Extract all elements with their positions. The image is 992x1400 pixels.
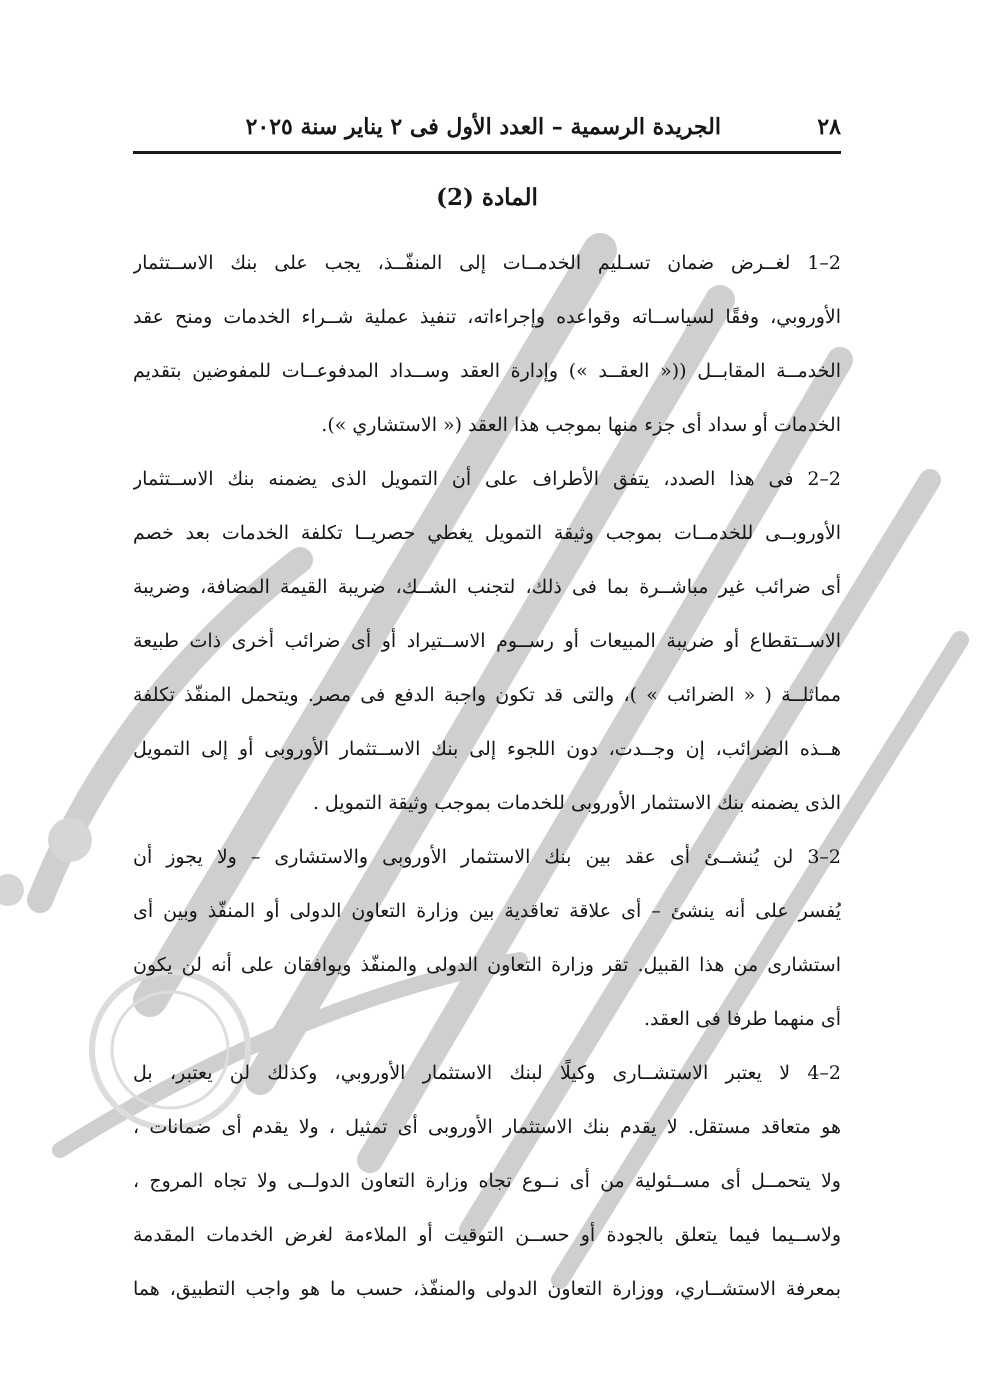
text-line: أى ضرائب غير مباشــرة بما فى ذلك، لتجنب الشــك، ضريبة القيمة المضافة، وضريبة [133,576,841,598]
text-line: الذى يضمنه بنك الاستثمار الأوروبى للخدمات بموجب وثيقة التمويل . [312,792,841,814]
text-line: 2–3 لن يُنشــئ أى عقد بين بنك الاستثمار الأوروبى والاستشارى – ولا يجوز أن [133,846,841,868]
text-line: يُفسر على أنه ينشئ – أى علاقة تعاقدية بين وزارة التعاون الدولى أو المنفّذ وبين أى [133,900,841,922]
text-line: 2–4 لا يعتبر الاستشــارى وكيلًا لبنك الاستثمار الأوروبي، وكذلك لن يعتبر، بل [133,1062,841,1084]
text-line: الخدمــة المقابــل ((« العقــد ») وإدارة العقد وســداد المدفوعــات للمفوضين بتقديم [133,360,841,382]
page-number: ٢٨ [817,114,841,140]
text-line: استشارى من هذا القبيل. تقر وزارة التعاون الدولى والمنفّذ ويوافقان على أنه لن يكون [133,954,841,976]
text-line: الأوروبــى للخدمــات بموجب وثيقة التمويل يغطي حصريــا تكلفة الخدمات بعد خصم [133,522,841,544]
gazette-title: الجريدة الرسمية – العدد الأول فى ٢ يناير سنة ٢٠٢٥ [245,114,721,140]
article-body [133,236,841,1316]
paragraph-2-4 [133,1046,841,1316]
text-line: الاســتقطاع أو ضريبة المبيعات أو رســوم الاســتيراد أو أى ضرائب أخرى ذات طبيعة [133,630,841,652]
text-line: هو متعاقد مستقل. لا يقدم بنك الاستثمار الأوروبى أى تمثيل ، ولا يقدم أى ضمانات ، [133,1116,841,1138]
text-line: الخدمات أو سداد أى جزء منها بموجب هذا العقد (« الاستشاري »). [321,414,841,436]
text-line: 2–2 فى هذا الصدد، يتفق الأطراف على أن التمويل الذى يضمنه بنك الاســتثمار [133,468,841,490]
article-title: المادة (2) [436,184,538,211]
text-line: أى منهما طرفا فى العقد. [643,1008,841,1030]
paragraph-2-2 [133,452,841,830]
text-line: بمعرفة الاستشــاري، ووزارة التعاون الدولى والمنفّذ، حسب ما هو واجب التطبيق، هما [133,1278,841,1300]
page-header [133,108,841,150]
text-line: الأوروبي، وفقًا لسياســاته وقواعده وإجراءاته، تنفيذ عملية شــراء الخدمات ومنح عقد [133,306,841,328]
paragraph-2-1 [133,236,841,452]
paragraph-2-3 [133,830,841,1046]
text-line: ولا يتحمــل أى مســئولية من أى نــوع تجاه وزارة التعاون الدولــى ولا تجاه المروج ، [133,1170,841,1192]
header-divider [133,151,841,154]
text-line: مماثلــة ( « الضرائب » )، والتى قد تكون واجبة الدفع فى مصر. ويتحمل المنفّذ تكلفة [133,684,841,706]
text-line: 2–1 لغــرض ضمان تسـليم الخدمــات إلى المنفّــذ، يجب على بنك الاســتثمار [133,252,841,274]
text-line: هــذه الضرائب، إن وجــدت، دون اللجوء إلى بنك الاســتثمار الأوروبى أو إلى التمويل [133,738,841,760]
text-line: ولاســيما فيما يتعلق بالجودة أو حســن التوقيت أو الملاءمة لغرض الخدمات المقدمة [133,1224,841,1246]
